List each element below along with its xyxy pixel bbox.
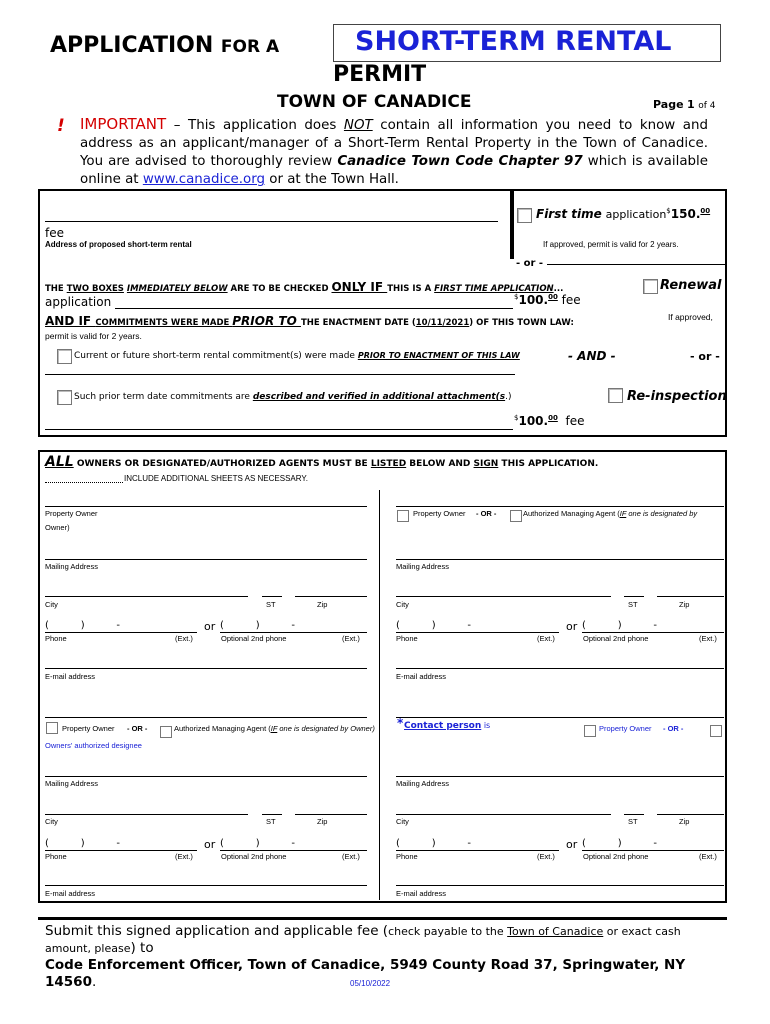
owner3-or-small: or: [204, 838, 216, 851]
owner4-phone2-line: [582, 850, 724, 851]
owner3-agent-checkbox[interactable]: [160, 726, 172, 738]
footer-rule: [38, 917, 727, 920]
current-commitment-text: Current or future short-term rental commitment(s) were made PRIOR TO ENACTMENT OF THIS LAW: [74, 351, 520, 361]
owner4-owner-checkbox[interactable]: [584, 725, 596, 737]
owner3-city: City: [45, 817, 58, 826]
owner1-phone2-paren: ( ) -: [220, 620, 295, 631]
owner2-phone2-paren: ( ) -: [582, 620, 657, 631]
title-permit: PERMIT: [333, 62, 427, 87]
reinspection-checkbox[interactable]: [608, 388, 623, 403]
owner1-mail-line: [45, 559, 367, 560]
owner3-opt-phone: Optional 2nd phone: [221, 852, 287, 861]
owner1-zip: Zip: [317, 600, 328, 609]
prior-verified-checkbox[interactable]: [57, 390, 72, 405]
renewal-fee: $100.00 fee: [514, 293, 581, 307]
owner4-name-line: [396, 717, 724, 718]
owner4-or: - OR -: [663, 724, 684, 733]
owner2-or: - OR -: [476, 509, 497, 518]
owner3-phone: Phone: [45, 852, 67, 861]
owner3-agent-label: Authorized Managing Agent (IF one is designated by Owner): [174, 724, 375, 733]
owner3-phone-line: [45, 850, 197, 851]
page-number: Page 1 of 4: [653, 98, 716, 111]
owner4-email: E-mail address: [396, 889, 447, 898]
submit-instruction: Submit this signed application and applicable fee (check payable to the Town of Canadice or exact cash amount, please) to: [45, 923, 681, 956]
title-short-term-rental: SHORT-TERM RENTAL: [355, 26, 672, 57]
owner2-phone: Phone: [396, 634, 418, 643]
owner2-city: City: [396, 600, 409, 609]
owner2-st-line: [624, 596, 644, 597]
owner2-owner-checkbox[interactable]: [397, 510, 409, 522]
owner3-st-line: [262, 814, 282, 815]
owner3-city-line: [45, 814, 248, 815]
renewal-label: Renewal: [660, 278, 722, 293]
owner4-phone: Phone: [396, 852, 418, 861]
owner3-phone-paren: ( ) -: [45, 838, 120, 849]
owner2-phone-line: [396, 632, 559, 633]
owner2-email: E-mail address: [396, 672, 447, 681]
or-separator: - or -: [516, 258, 544, 269]
reinspection-fee: $100.00 fee: [514, 414, 585, 428]
owner3-st: ST: [266, 817, 276, 826]
important-bang-icon: !: [57, 116, 65, 136]
prior-verified-text: Such prior term date commitments are described and verified in additional attachment(s.): [74, 392, 512, 402]
reinspection-line: [45, 429, 513, 430]
owner2-zip: Zip: [679, 600, 690, 609]
title-application: APPLICATION: [50, 33, 214, 58]
canadice-link[interactable]: www.canadice.org: [142, 172, 266, 187]
owner3-email-line: [45, 885, 367, 886]
owner2-email-line: [396, 668, 724, 669]
owner2-mail-line: [396, 559, 724, 560]
owner1-phone2-line: [220, 632, 367, 633]
owner3-designee: Owners' authorized designee: [45, 741, 142, 750]
and-separator: - AND -: [568, 349, 616, 363]
owner2-opt-phone: Optional 2nd phone: [583, 634, 649, 643]
owner4-st: ST: [628, 817, 638, 826]
reinspection-label: Re-inspection: [627, 389, 727, 404]
owner1-paren: Owner): [45, 523, 70, 532]
owner1-zip-line: [295, 596, 367, 597]
owner3-phone2-paren: ( ) -: [220, 838, 295, 849]
owner2-st: ST: [628, 600, 638, 609]
owner4-city-line: [396, 814, 611, 815]
owner3-mailing: Mailing Address: [45, 779, 98, 788]
owner2-city-line: [396, 596, 611, 597]
or-line-right: [547, 264, 725, 265]
owner4-st-line: [624, 814, 644, 815]
town-title: TOWN OF CANADICE: [277, 92, 472, 112]
first-time-line: First time application$150.00: [536, 207, 711, 221]
owner3-ext: (Ext.): [175, 852, 193, 861]
owner4-city: City: [396, 817, 409, 826]
renewal-application: application: [45, 295, 112, 309]
revision-date: 05/10/2022: [350, 979, 391, 988]
owner3-owner-checkbox[interactable]: [46, 722, 58, 734]
owner2-agent-checkbox[interactable]: [510, 510, 522, 522]
ceo-address: Code Enforcement Officer, Town of Canadice, 5949 County Road 37, Springwater, NY 14560.: [45, 957, 686, 990]
owner1-email: E-mail address: [45, 672, 96, 681]
contact-person-label: Contact person is: [404, 721, 491, 731]
owner1-city-line: [45, 596, 248, 597]
current-line: [45, 374, 515, 375]
owner4-or-small: or: [566, 838, 578, 851]
owner1-mailing: Mailing Address: [45, 562, 98, 571]
owner3-name-line: [45, 717, 367, 718]
valid-two-years: If approved, permit is valid for 2 years.: [543, 240, 679, 249]
address-line: [45, 221, 498, 222]
or-separator-2: - or -: [690, 350, 720, 363]
owner2-name-line: [396, 506, 724, 507]
owner4-ext: (Ext.): [537, 852, 555, 861]
permit-valid: permit is valid for 2 years.: [45, 331, 142, 341]
owner2-or-small: or: [566, 620, 578, 633]
owner1-phone: Phone: [45, 634, 67, 643]
owner1-city: City: [45, 600, 58, 609]
address-label: Address of proposed short-term rental: [45, 240, 192, 249]
divider-dark: [510, 191, 514, 259]
title-for-a: FOR A: [220, 37, 280, 57]
renewal-line: [115, 308, 513, 309]
owner3-or: - OR -: [127, 724, 148, 733]
owner3-zip: Zip: [317, 817, 328, 826]
first-time-checkbox[interactable]: [517, 208, 532, 223]
owner4-email-line: [396, 885, 724, 886]
two-boxes-instruction: THE TWO BOXES IMMEDIATELY BELOW ARE TO BE CHECKED ONLY IF THIS IS A FIRST TIME APPLICATION...: [45, 280, 564, 294]
include-line: [45, 482, 123, 483]
renewal-checkbox[interactable]: [643, 279, 658, 294]
important-paragraph: IMPORTANT – This application does NOT contain all information you need to know and address as an applicant/manager of a Short-Term Rental Property in the Town of Canadice. You are advised to thoroughly review Canadice Town Code Chapter 97 which is available online at www.canadice.org or at the Town Hall.: [80, 115, 708, 187]
owner4-zip-line: [657, 814, 724, 815]
owner4-phone2-paren: ( ) -: [582, 838, 657, 849]
current-commitment-checkbox[interactable]: [57, 349, 72, 364]
owner1-st: ST: [266, 600, 276, 609]
owner2-phone-paren: ( ) -: [396, 620, 471, 631]
owner2-ext2: (Ext.): [699, 634, 717, 643]
owner1-name-line: [45, 506, 367, 507]
owner4-phone-paren: ( ) -: [396, 838, 471, 849]
owner1-opt-phone: Optional 2nd phone: [221, 634, 287, 643]
owner1-st-line: [262, 596, 282, 597]
owner3-ext2: (Ext.): [342, 852, 360, 861]
include-sheets: INCLUDE ADDITIONAL SHEETS AS NECESSARY.: [124, 474, 308, 483]
owner1-email-line: [45, 668, 367, 669]
owner4-ext2: (Ext.): [699, 852, 717, 861]
owner3-owner-label: Property Owner: [62, 724, 115, 733]
owner2-zip-line: [657, 596, 724, 597]
owner3-zip-line: [295, 814, 367, 815]
owners-heading: ALL OWNERS OR DESIGNATED/AUTHORIZED AGENTS MUST BE LISTED BELOW AND SIGN THIS APPLICATION.: [45, 454, 599, 470]
owner4-owner-label: Property Owner: [599, 724, 652, 733]
owner1-phone-paren: ( ) -: [45, 620, 120, 631]
owner4-mail-line: [396, 776, 724, 777]
owner2-owner-label: Property Owner: [413, 509, 466, 518]
if-approved: If approved,: [668, 312, 713, 322]
owner2-mailing: Mailing Address: [396, 562, 449, 571]
fee-word-1: fee: [45, 226, 64, 240]
owner4-opt-phone: Optional 2nd phone: [583, 852, 649, 861]
owners-center-divider: [379, 490, 380, 900]
owner1-or: or: [204, 620, 216, 633]
owner3-email: E-mail address: [45, 889, 96, 898]
owner2-ext: (Ext.): [537, 634, 555, 643]
owner1-phone-line: [45, 632, 197, 633]
contact-person-asterisk: *: [397, 716, 404, 730]
owner2-agent-label: Authorized Managing Agent (IF one is designated by: [523, 509, 698, 518]
owner3-phone2-line: [220, 850, 367, 851]
form-title: [50, 33, 279, 58]
owner4-zip: Zip: [679, 817, 690, 826]
owner4-mailing: Mailing Address: [396, 779, 449, 788]
owner4-phone-line: [396, 850, 559, 851]
owner1-label: Property Owner: [45, 509, 98, 518]
owner4-agent-checkbox[interactable]: [710, 725, 722, 737]
and-if-line: AND IF COMMITMENTS WERE MADE PRIOR TO THE ENACTMENT DATE (10/11/2021) OF THIS TOWN LAW:: [45, 314, 574, 328]
owner1-ext2: (Ext.): [342, 634, 360, 643]
important-label: IMPORTANT: [80, 115, 167, 133]
owner3-mail-line: [45, 776, 367, 777]
owner2-phone2-line: [582, 632, 724, 633]
owner1-ext: (Ext.): [175, 634, 193, 643]
